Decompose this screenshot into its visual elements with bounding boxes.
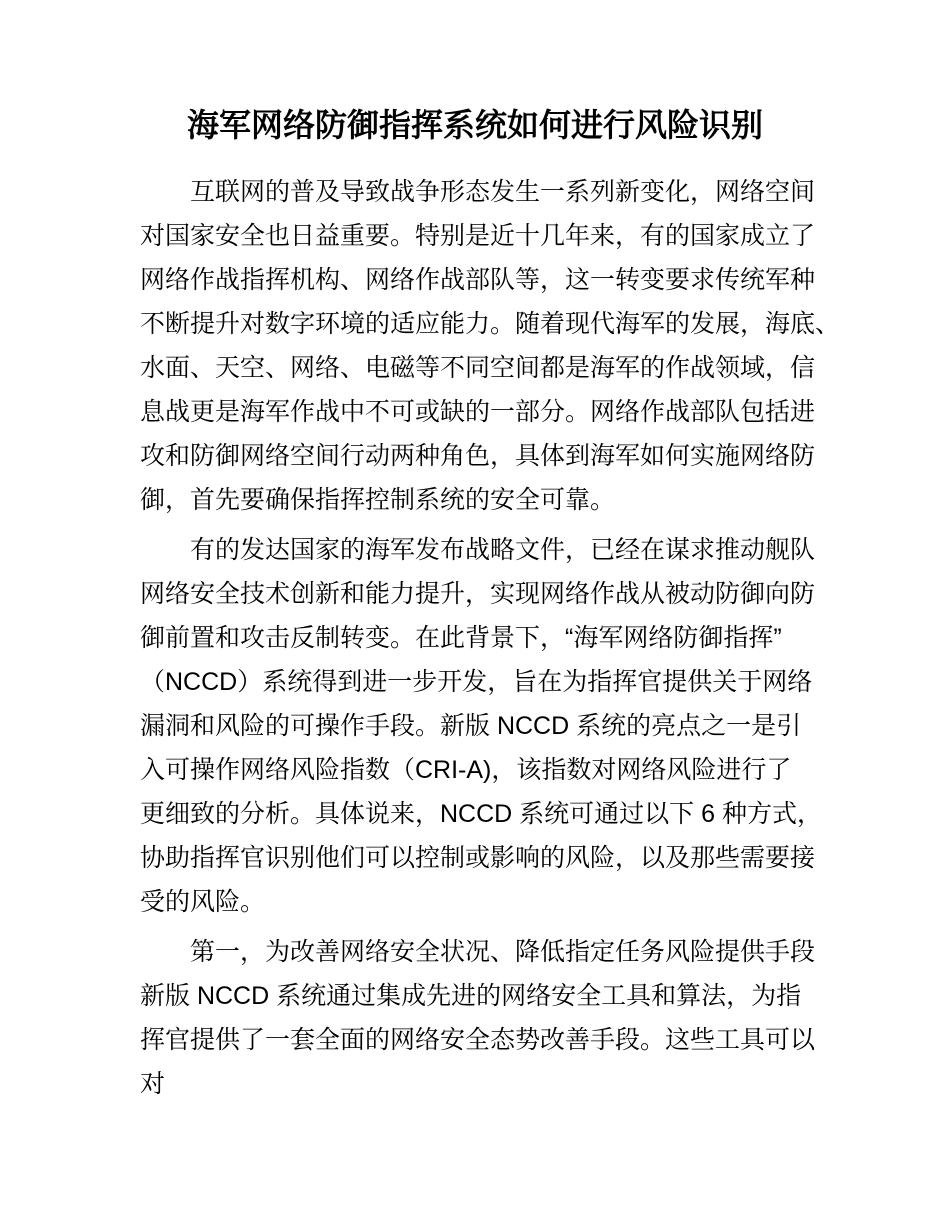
text-line: 水面、天空、网络、电磁等不同空间都是海军的作战领域，信 [140, 354, 816, 382]
text-line: 御前置和攻击反制转变。在此背景下，“海军网络防御指挥” [140, 624, 782, 652]
paragraph [140, 170, 841, 522]
text-line: 网络作战指挥机构、网络作战部队等，这一转变要求传统军种 [140, 266, 816, 294]
document-body [0, 170, 950, 1106]
text-line: 入可操作网络风险指数（CRI-A)，该指数对网络风险进行了 [140, 756, 792, 784]
paragraph [140, 528, 822, 924]
text-line: 协助指挥官识别他们可以控制或影响的风险，以及那些需要接 [140, 844, 816, 872]
text-line: 息战更是海军作战中不可或缺的一部分。网络作战部队包括进 [140, 398, 816, 426]
text-line: （NCCD）系统得到进一步开发，旨在为指挥官提供关于网络 [140, 668, 813, 696]
text-line: 受的风险。 [140, 888, 266, 916]
text-line: 更细致的分析。具体说来，NCCD 系统可通过以下 6 种方式， [140, 800, 822, 828]
text-line: 攻和防御网络空间行动两种角色，具体到海军如何实施网络防 [140, 442, 816, 470]
text-line: 挥官提供了一套全面的网络安全态势改善手段。这些工具可以 [140, 1026, 816, 1054]
text-line: 新版 NCCD 系统通过集成先进的网络安全工具和算法，为指 [140, 982, 802, 1010]
text-line: 漏洞和风险的可操作手段。新版 NCCD 系统的亮点之一是引 [140, 712, 802, 740]
paragraph [140, 930, 815, 1106]
text-line: 对国家安全也日益重要。特别是近十几年来，有的国家成立了 [140, 222, 816, 250]
text-line: 网络安全技术创新和能力提升，实现网络作战从被动防御向防 [140, 580, 816, 608]
text-line: 互联网的普及导致战争形态发生一系列新变化，网络空间 [190, 178, 816, 206]
text-line: 对 [140, 1070, 166, 1098]
text-line: 有的发达国家的海军发布战略文件，已经在谋求推动舰队 [190, 536, 816, 564]
text-line: 御，首先要确保指挥控制系统的安全可靠。 [140, 486, 616, 514]
text-line: 第一，为改善网络安全状况、降低指定任务风险提供手段 [190, 938, 816, 966]
text-line: 不断提升对数字环境的适应能力。随着现代海军的发展，海底、 [140, 310, 841, 338]
document-title: 海军网络防御指挥系统如何进行风险识别 [186, 107, 763, 143]
